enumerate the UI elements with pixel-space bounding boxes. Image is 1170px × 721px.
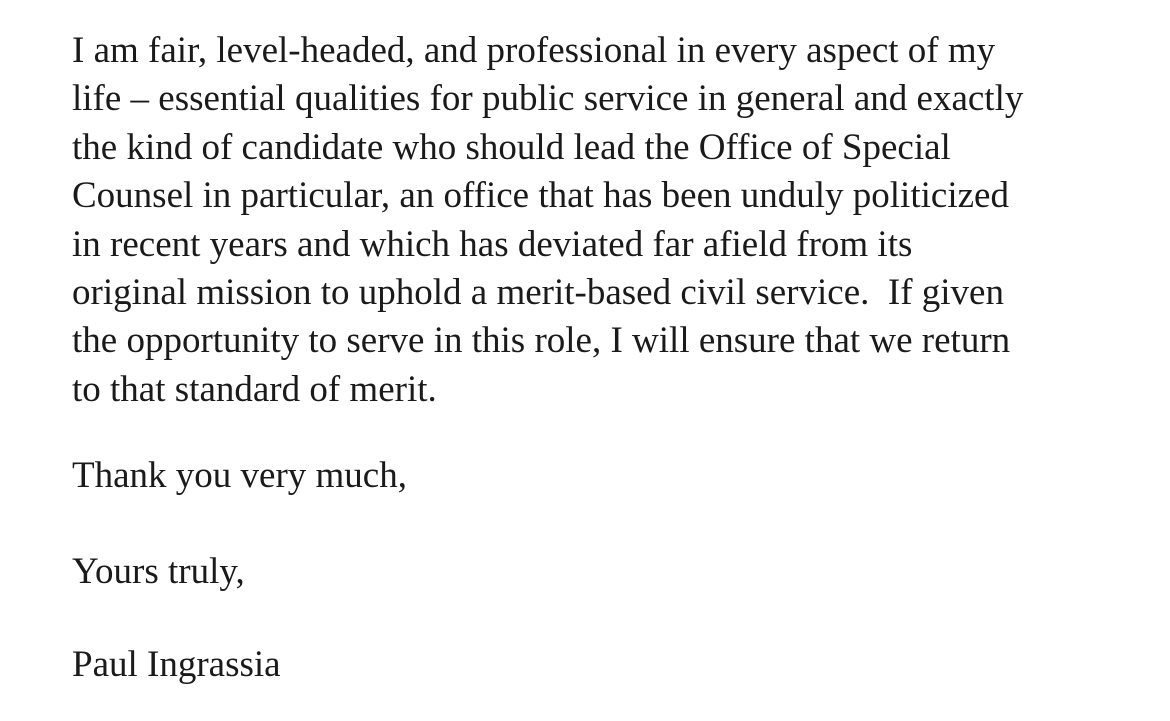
body-line: original mission to uphold a merit-based civil service. If given [72,272,1004,314]
body-line: in recent years and which has deviated far afield from its [72,223,913,265]
letter-body-paragraph [72,27,1132,414]
signature-name: Paul Ingrassia [72,644,281,685]
body-line: to that standard of merit. [72,368,437,410]
body-line: the kind of candidate who should lead the Office of Special [72,126,951,168]
body-line: life – essential qualities for public service in general and exactly [72,78,1024,120]
body-line: Counsel in particular, an office that has been unduly politicized [72,175,1009,217]
signoff-line: Yours truly, [72,551,245,592]
body-line: the opportunity to serve in this role, I will ensure that we return [72,320,1011,362]
body-line: I am fair, level-headed, and professional in every aspect of my [72,30,996,71]
closing-line: Thank you very much, [72,455,407,496]
